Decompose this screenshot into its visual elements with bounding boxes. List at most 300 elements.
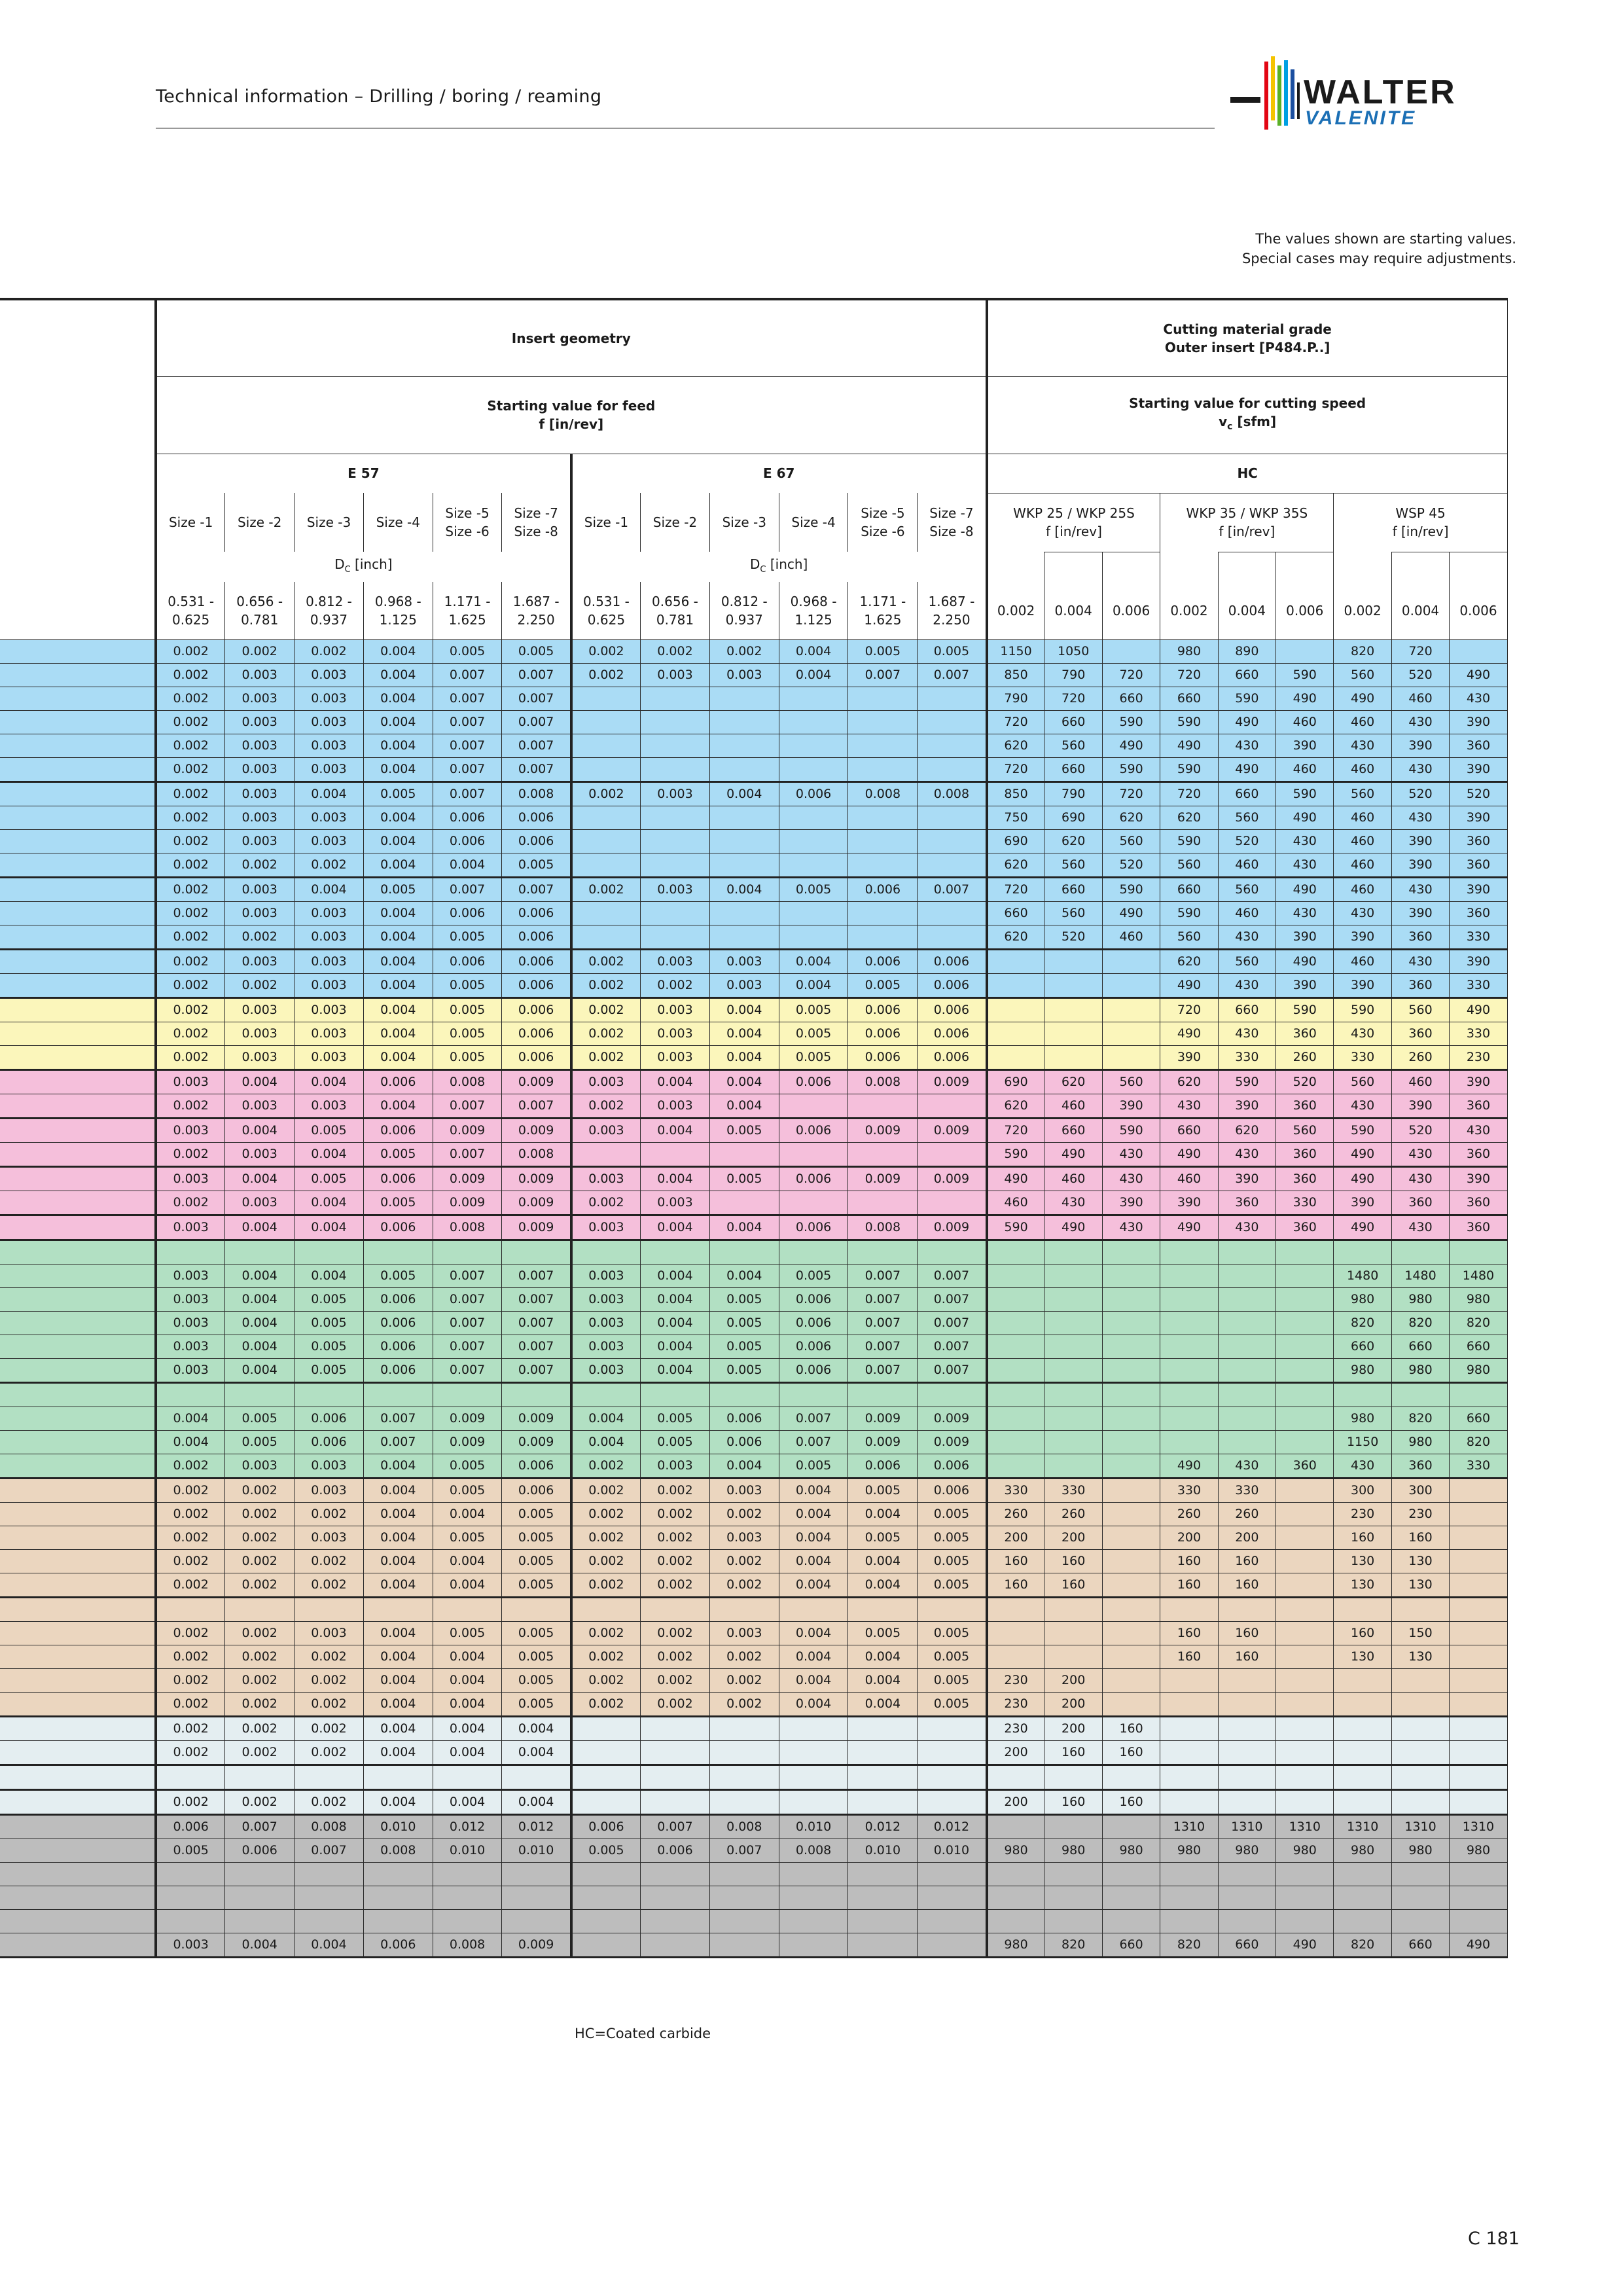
table-cell: 490 xyxy=(1334,1142,1391,1166)
table-cell xyxy=(571,1740,641,1765)
table-cell xyxy=(987,1022,1044,1045)
table-cell: 260 xyxy=(1044,1502,1102,1526)
table-cell xyxy=(848,1240,918,1264)
table-cell xyxy=(1218,1597,1275,1621)
table-cell xyxy=(1160,1311,1218,1335)
table-cell xyxy=(641,1716,710,1740)
table-row xyxy=(0,1765,1507,1789)
table-cell xyxy=(641,806,710,829)
table-cell: 0.007 xyxy=(433,1335,502,1358)
table-cell: 0.004 xyxy=(363,1716,433,1740)
table-cell: 490 xyxy=(1334,1166,1391,1191)
size-label: Size -3 xyxy=(294,493,364,552)
table-cell xyxy=(1391,1789,1449,1814)
table-cell: 560 xyxy=(1102,829,1160,853)
table-cell: 130 xyxy=(1391,1549,1449,1573)
table-cell: 390 xyxy=(1334,973,1391,997)
table-cell xyxy=(1450,1886,1507,1909)
table-cell: 0.003 xyxy=(225,806,294,829)
table-cell xyxy=(1276,639,1334,663)
row-material-cell xyxy=(0,1311,156,1335)
table-cell: 0.002 xyxy=(571,1621,641,1645)
table-cell xyxy=(1450,1765,1507,1789)
table-cell: 390 xyxy=(1450,1069,1507,1094)
table-cell: 0.007 xyxy=(918,1311,987,1335)
table-cell: 200 xyxy=(1044,1668,1102,1692)
table-cell: 590 xyxy=(1160,710,1218,734)
table-cell: 0.007 xyxy=(848,1311,918,1335)
table-cell: 0.007 xyxy=(433,1264,502,1287)
table-cell: 520 xyxy=(1450,781,1507,806)
table-cell: 0.002 xyxy=(156,806,225,829)
table-row xyxy=(0,1839,1507,1862)
table-cell: 460 xyxy=(1391,687,1449,710)
table-row xyxy=(0,1933,1507,1957)
table-cell: 520 xyxy=(1218,829,1275,853)
table-cell: 0.002 xyxy=(225,853,294,877)
e57-header: E 57 xyxy=(156,454,571,493)
table-cell: 0.004 xyxy=(433,1716,502,1740)
table-cell: 490 xyxy=(1276,877,1334,901)
table-cell: 490 xyxy=(1334,687,1391,710)
table-cell xyxy=(779,687,848,710)
table-cell: 0.002 xyxy=(294,1740,364,1765)
table-cell: 520 xyxy=(1044,925,1102,949)
table-cell: 590 xyxy=(1160,757,1218,781)
table-cell xyxy=(502,1382,571,1407)
table-cell: 660 xyxy=(1160,1118,1218,1142)
table-cell: 0.004 xyxy=(779,973,848,997)
table-cell xyxy=(1218,1287,1275,1311)
table-cell: 0.009 xyxy=(848,1118,918,1142)
table-cell: 490 xyxy=(1450,663,1507,687)
table-cell: 0.002 xyxy=(571,1191,641,1215)
table-cell: 330 xyxy=(1334,1045,1391,1069)
table-cell: 0.006 xyxy=(918,997,987,1022)
table-cell: 0.002 xyxy=(641,639,710,663)
table-cell: 0.005 xyxy=(779,1022,848,1045)
left-blank xyxy=(0,493,156,552)
table-cell xyxy=(1102,1240,1160,1264)
table-cell: 0.003 xyxy=(225,949,294,973)
table-cell xyxy=(987,1045,1044,1069)
dc-range: 1.687 - 2.250 xyxy=(918,582,987,639)
table-cell: 460 xyxy=(1160,1166,1218,1191)
row-material-cell xyxy=(0,1287,156,1311)
table-cell: 0.006 xyxy=(918,949,987,973)
table-cell xyxy=(571,1716,641,1740)
table-cell: 0.004 xyxy=(225,1358,294,1382)
size-label: Size -4 xyxy=(363,493,433,552)
table-cell xyxy=(363,1886,433,1909)
table-row xyxy=(0,1335,1507,1358)
table-cell xyxy=(1334,1789,1391,1814)
row-material-cell xyxy=(0,1094,156,1118)
table-row xyxy=(0,1502,1507,1526)
table-cell: 620 xyxy=(1160,949,1218,973)
table-cell: 0.007 xyxy=(918,1358,987,1382)
table-cell xyxy=(987,1862,1044,1886)
table-cell xyxy=(987,1454,1044,1478)
table-cell: 0.006 xyxy=(848,1022,918,1045)
table-cell: 0.005 xyxy=(848,639,918,663)
table-cell xyxy=(1160,1264,1218,1287)
table-cell xyxy=(1102,1287,1160,1311)
left-blank xyxy=(0,582,156,639)
table-cell xyxy=(987,1358,1044,1382)
table-cell: 0.005 xyxy=(918,1621,987,1645)
table-cell xyxy=(641,1142,710,1166)
table-cell xyxy=(709,829,779,853)
table-cell: 330 xyxy=(987,1478,1044,1502)
table-cell: 390 xyxy=(1391,1094,1449,1118)
table-cell: 390 xyxy=(1160,1191,1218,1215)
table-cell xyxy=(1334,1765,1391,1789)
table-row xyxy=(0,829,1507,853)
table-cell: 0.007 xyxy=(709,1839,779,1862)
table-cell: 0.002 xyxy=(571,1549,641,1573)
row-material-cell xyxy=(0,829,156,853)
table-cell: 0.009 xyxy=(433,1166,502,1191)
table-cell: 430 xyxy=(1334,1454,1391,1478)
table-cell xyxy=(1160,1668,1218,1692)
table-cell: 0.002 xyxy=(709,1692,779,1716)
table-cell: 660 xyxy=(1102,687,1160,710)
header-rule xyxy=(156,128,1215,129)
table-cell: 750 xyxy=(987,806,1044,829)
table-cell: 660 xyxy=(987,901,1044,925)
row-material-cell xyxy=(0,973,156,997)
table-cell xyxy=(1450,1862,1507,1886)
table-cell xyxy=(1102,949,1160,973)
feed-line-2: f [in/rev] xyxy=(539,416,604,432)
table-cell: 0.004 xyxy=(363,639,433,663)
table-cell xyxy=(363,1240,433,1264)
left-blank xyxy=(0,299,156,376)
row-material-cell xyxy=(0,1454,156,1478)
table-cell xyxy=(1218,1789,1275,1814)
table-cell: 0.005 xyxy=(225,1407,294,1430)
table-row xyxy=(0,877,1507,901)
table-cell: 560 xyxy=(1218,949,1275,973)
row-material-cell xyxy=(0,1740,156,1765)
table-cell: 0.006 xyxy=(502,806,571,829)
table-cell xyxy=(779,734,848,757)
size-label: Size -5 Size -6 xyxy=(848,493,918,552)
table-cell: 560 xyxy=(1160,853,1218,877)
table-cell xyxy=(918,1094,987,1118)
table-cell xyxy=(641,757,710,781)
table-cell: 0.005 xyxy=(709,1335,779,1358)
table-row xyxy=(0,1621,1507,1645)
table-row xyxy=(0,1358,1507,1382)
table-cell xyxy=(1102,1502,1160,1526)
table-cell: 0.005 xyxy=(502,1621,571,1645)
table-cell: 390 xyxy=(1160,1045,1218,1069)
table-cell: 0.003 xyxy=(641,1094,710,1118)
table-cell xyxy=(641,901,710,925)
table-cell: 0.002 xyxy=(156,639,225,663)
table-cell xyxy=(1218,1668,1275,1692)
table-cell: 0.004 xyxy=(779,663,848,687)
table-cell: 0.005 xyxy=(502,1573,571,1597)
cutting-grade-line-1: Cutting material grade xyxy=(1163,321,1332,337)
table-cell: 0.007 xyxy=(779,1430,848,1454)
table-cell: 660 xyxy=(1218,663,1275,687)
table-cell: 660 xyxy=(1044,877,1102,901)
table-row xyxy=(0,997,1507,1022)
table-cell: 980 xyxy=(1218,1839,1275,1862)
table-cell xyxy=(987,1645,1044,1668)
table-cell: 0.003 xyxy=(294,687,364,710)
table-cell xyxy=(1450,1692,1507,1716)
table-cell xyxy=(779,925,848,949)
table-cell: 0.005 xyxy=(709,1118,779,1142)
table-cell: 980 xyxy=(987,1933,1044,1957)
table-cell: 0.003 xyxy=(225,829,294,853)
table-cell: 0.004 xyxy=(433,1668,502,1692)
table-cell: 460 xyxy=(1334,949,1391,973)
table-cell: 0.003 xyxy=(156,1287,225,1311)
table-cell xyxy=(1160,1430,1218,1454)
table-cell: 0.004 xyxy=(779,1526,848,1549)
table-row xyxy=(0,1668,1507,1692)
table-cell: 0.002 xyxy=(294,853,364,877)
table-cell xyxy=(1391,1862,1449,1886)
table-cell xyxy=(641,1240,710,1264)
table-cell: 0.003 xyxy=(571,1069,641,1094)
table-cell xyxy=(918,757,987,781)
table-cell xyxy=(918,1597,987,1621)
speed-line-1: Starting value for cutting speed xyxy=(1129,395,1366,411)
table-row xyxy=(0,710,1507,734)
table-cell xyxy=(1044,1454,1102,1478)
table-cell: 590 xyxy=(1334,1118,1391,1142)
grade-subcell xyxy=(1160,552,1218,582)
table-row xyxy=(0,757,1507,781)
table-cell xyxy=(641,853,710,877)
table-cell: 0.005 xyxy=(779,1045,848,1069)
table-cell: 430 xyxy=(1391,949,1449,973)
row-material-cell xyxy=(0,1668,156,1692)
table-cell: 0.005 xyxy=(918,1549,987,1573)
table-cell: 0.006 xyxy=(363,1166,433,1191)
table-cell xyxy=(502,1909,571,1933)
table-cell xyxy=(987,1382,1044,1407)
table-cell: 0.004 xyxy=(225,1933,294,1957)
table-cell: 0.006 xyxy=(848,949,918,973)
table-cell: 560 xyxy=(1218,806,1275,829)
table-cell: 430 xyxy=(1334,1022,1391,1045)
e67-header: E 67 xyxy=(571,454,987,493)
table-cell xyxy=(1450,1573,1507,1597)
grade-subcell xyxy=(1044,552,1102,582)
table-cell: 0.010 xyxy=(779,1814,848,1839)
table-cell: 490 xyxy=(1450,1933,1507,1957)
table-cell: 0.007 xyxy=(433,663,502,687)
table-cell: 0.003 xyxy=(641,1454,710,1478)
table-cell: 0.007 xyxy=(502,663,571,687)
table-cell: 560 xyxy=(1334,1069,1391,1094)
table-cell xyxy=(294,1862,364,1886)
table-cell: 0.003 xyxy=(294,1045,364,1069)
table-cell xyxy=(848,1191,918,1215)
table-cell xyxy=(1102,639,1160,663)
table-cell: 0.006 xyxy=(779,1358,848,1382)
table-cell xyxy=(1450,1549,1507,1573)
table-cell xyxy=(987,1621,1044,1645)
table-cell: 0.005 xyxy=(225,1430,294,1454)
table-cell: 0.004 xyxy=(848,1692,918,1716)
table-cell: 0.003 xyxy=(294,925,364,949)
table-cell xyxy=(571,734,641,757)
table-cell: 0.005 xyxy=(156,1839,225,1862)
table-cell xyxy=(918,687,987,710)
table-cell: 390 xyxy=(1450,877,1507,901)
table-cell: 430 xyxy=(1160,1094,1218,1118)
table-cell: 0.004 xyxy=(294,1264,364,1287)
table-cell: 0.005 xyxy=(294,1335,364,1358)
table-cell: 360 xyxy=(1450,853,1507,877)
table-cell xyxy=(848,1740,918,1765)
table-cell xyxy=(1102,1549,1160,1573)
table-cell: 0.002 xyxy=(641,1526,710,1549)
table-cell xyxy=(1044,997,1102,1022)
table-cell xyxy=(294,1240,364,1264)
table-cell: 0.002 xyxy=(641,1478,710,1502)
table-cell: 0.005 xyxy=(918,1668,987,1692)
table-cell: 980 xyxy=(1160,1839,1218,1862)
table-cell: 0.006 xyxy=(779,781,848,806)
table-cell xyxy=(571,829,641,853)
table-cell: 460 xyxy=(1334,877,1391,901)
table-row xyxy=(0,901,1507,925)
table-cell: 0.004 xyxy=(433,1692,502,1716)
table-cell: 620 xyxy=(1160,1069,1218,1094)
table-cell: 0.005 xyxy=(433,997,502,1022)
table-cell: 200 xyxy=(987,1740,1044,1765)
table-cell: 0.005 xyxy=(363,1264,433,1287)
table-cell: 0.004 xyxy=(363,734,433,757)
table-cell xyxy=(848,1094,918,1118)
table-cell xyxy=(1218,1358,1275,1382)
table-cell xyxy=(709,901,779,925)
table-cell: 0.002 xyxy=(156,1716,225,1740)
table-cell: 0.002 xyxy=(709,1549,779,1573)
table-cell: 300 xyxy=(1334,1478,1391,1502)
table-cell: 0.006 xyxy=(848,997,918,1022)
table-cell: 0.007 xyxy=(918,1264,987,1287)
table-cell: 0.006 xyxy=(779,1118,848,1142)
table-cell: 1150 xyxy=(987,639,1044,663)
table-cell xyxy=(641,734,710,757)
table-cell xyxy=(1160,1240,1218,1264)
table-cell: 620 xyxy=(1102,806,1160,829)
table-cell xyxy=(363,1909,433,1933)
table-cell xyxy=(1044,1022,1102,1045)
table-cell xyxy=(1044,1886,1102,1909)
table-row xyxy=(0,806,1507,829)
table-cell xyxy=(1450,1478,1507,1502)
table-cell: 390 xyxy=(1218,1166,1275,1191)
table-cell: 0.004 xyxy=(225,1166,294,1191)
table-cell: 590 xyxy=(1334,997,1391,1022)
table-cell: 0.007 xyxy=(502,1264,571,1287)
table-cell: 460 xyxy=(1102,925,1160,949)
table-cell xyxy=(1276,1692,1334,1716)
table-cell: 0.002 xyxy=(571,1454,641,1478)
table-cell xyxy=(156,1909,225,1933)
table-cell: 820 xyxy=(1450,1311,1507,1335)
table-cell xyxy=(1334,1716,1391,1740)
table-cell: 1310 xyxy=(1160,1814,1218,1839)
table-cell xyxy=(1102,1909,1160,1933)
size-label: Size -7 Size -8 xyxy=(918,493,987,552)
table-cell: 360 xyxy=(1450,1191,1507,1215)
table-cell xyxy=(709,1862,779,1886)
table-cell xyxy=(641,925,710,949)
table-cell xyxy=(1334,1240,1391,1264)
table-cell: 330 xyxy=(1160,1478,1218,1502)
table-cell: 0.009 xyxy=(918,1215,987,1240)
table-cell: 430 xyxy=(1218,1022,1275,1045)
table-cell: 360 xyxy=(1391,1022,1449,1045)
table-cell xyxy=(1276,1478,1334,1502)
table-cell: 0.002 xyxy=(294,1692,364,1716)
dc-range: 0.656 - 0.781 xyxy=(641,582,710,639)
table-cell xyxy=(571,925,641,949)
table-cell xyxy=(1391,1716,1449,1740)
table-cell: 490 xyxy=(1276,806,1334,829)
table-cell: 0.009 xyxy=(502,1191,571,1215)
table-cell: 430 xyxy=(1044,1191,1102,1215)
table-cell xyxy=(1276,1407,1334,1430)
table-cell xyxy=(709,1765,779,1789)
table-cell: 0.003 xyxy=(709,663,779,687)
table-cell: 0.002 xyxy=(156,1454,225,1478)
table-cell: 0.004 xyxy=(779,1502,848,1526)
table-cell xyxy=(156,1765,225,1789)
feed-value: 0.004 xyxy=(1391,582,1449,639)
table-cell: 0.004 xyxy=(363,806,433,829)
row-material-cell xyxy=(0,877,156,901)
table-cell: 430 xyxy=(1218,973,1275,997)
table-cell: 0.005 xyxy=(918,1692,987,1716)
table-cell xyxy=(1218,1264,1275,1287)
table-row xyxy=(0,1573,1507,1597)
table-cell xyxy=(987,1264,1044,1287)
table-cell: 0.002 xyxy=(156,1645,225,1668)
table-cell: 490 xyxy=(1334,1215,1391,1240)
table-cell xyxy=(1450,1240,1507,1264)
table-cell: 980 xyxy=(1044,1839,1102,1862)
table-cell: 0.006 xyxy=(502,973,571,997)
table-cell: 0.002 xyxy=(571,639,641,663)
table-cell: 0.006 xyxy=(502,829,571,853)
table-cell: 0.009 xyxy=(848,1166,918,1191)
cutting-data-table xyxy=(0,298,1508,1958)
table-cell xyxy=(709,734,779,757)
page-header-title: Technical information – Drilling / boring / reaming xyxy=(156,86,602,107)
table-cell: 560 xyxy=(1044,853,1102,877)
table-cell xyxy=(1102,1645,1160,1668)
table-cell: 690 xyxy=(987,829,1044,853)
table-cell: 0.004 xyxy=(848,1645,918,1668)
row-material-cell xyxy=(0,1240,156,1264)
table-cell xyxy=(1276,1886,1334,1909)
table-cell: 820 xyxy=(1334,1311,1391,1335)
table-cell xyxy=(571,806,641,829)
